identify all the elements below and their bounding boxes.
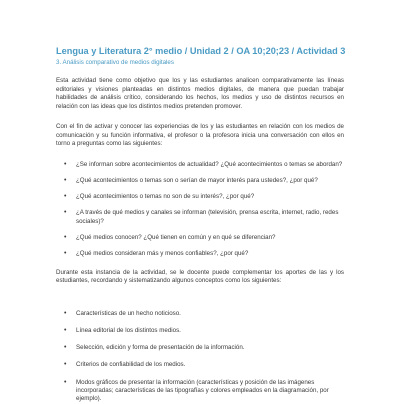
question-item: • ¿Qué acontecimientos o temas son o serían de mayor interés para ustedes?, ¿por qué?: [56, 177, 344, 185]
activation-paragraph: Con el fin de activar y conocer las experiencias de los y las estudiantes en relación con los medios de comunicación y su función informativa, el profesor o la profesora inicia una conversación con ellos en torno a preguntas como las siguientes:: [56, 123, 344, 147]
concept-item: • Selección, edición y forma de presentación de la información.: [56, 344, 344, 352]
concept-item: • Línea editorial de los distintos medios.: [56, 327, 344, 335]
concept-list-wrapper: [56, 310, 344, 404]
question-list: [56, 161, 344, 259]
question-item: • ¿Qué acontecimientos o temas no son de su interés?, ¿por qué?: [56, 193, 344, 201]
concept-list: [56, 310, 344, 404]
question-item: • ¿Qué medios conocen? ¿Qué tienen en común y en qué se diferencian?: [56, 234, 344, 242]
concept-item: • Criterios de confiabilidad de los medios.: [56, 361, 344, 369]
document-title: Lengua y Literatura 2° medio / Unidad 2 / OA 10;20;23 / Actividad 3: [56, 46, 346, 56]
question-item: • ¿Se informan sobre acontecimientos de actualidad? ¿Qué acontecimientos o temas se abordan?: [56, 161, 344, 169]
concept-item: • Modos gráficos de presentar la información (características y posición de las imágenes incorporadas; características de las tipografías y colores empleados en la diagramación, por ejemplo).: [56, 379, 344, 404]
concept-item: • Características de un hecho noticioso.: [56, 310, 344, 318]
question-item: • ¿Qué medios consideran más y menos confiables?, ¿por qué?: [56, 250, 344, 258]
intro-paragraph: Esta actividad tiene como objetivo que los y las estudiantes analicen comparativamente las líneas editoriales y visiones planteadas en distintos medios digitales, de manera que puedan trabajar habilidades de análisis crítico, considerando los hechos, los medios y uso de distintos recursos en relación con las ideas que los distintos medios pretenden promover.: [56, 77, 344, 110]
section-subtitle: 3. Análisis comparativo de medios digitales: [56, 59, 174, 66]
instance-paragraph: Durante esta instancia de la actividad, se le docente puede complementar los aportes de las y los estudiantes, recordando y sistematizando algunos conceptos como los siguientes:: [56, 268, 344, 285]
question-item: • ¿A través de qué medios y canales se informan (televisión, prensa escrita, internet, radio, redes sociales)?: [56, 209, 344, 226]
